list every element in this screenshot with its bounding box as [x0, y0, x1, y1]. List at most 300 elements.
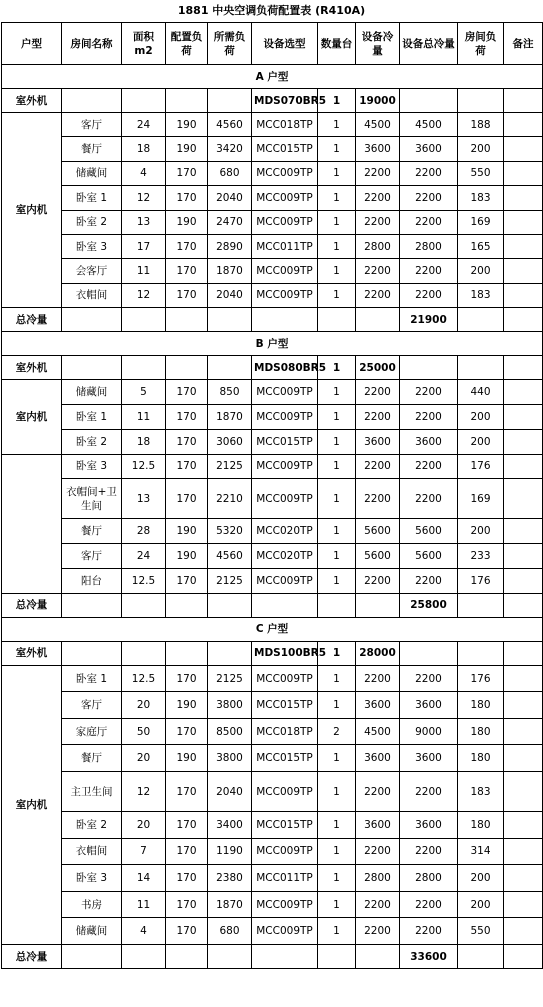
capacity-cell: 5600	[356, 544, 400, 569]
model-cell: MCC009TP	[252, 454, 318, 479]
empty-cell	[504, 356, 543, 380]
total-capacity-cell: 3600	[400, 745, 458, 772]
header-cell: 设备选型	[252, 23, 318, 65]
total-row	[2, 593, 543, 617]
need-load-cell: 1870	[208, 404, 252, 429]
capacity-cell: 3600	[356, 812, 400, 839]
remark-cell	[504, 865, 543, 892]
qty-cell: 1	[318, 692, 356, 719]
room-cell: 书房	[62, 891, 122, 918]
config-load-cell: 170	[166, 380, 208, 405]
total-capacity-cell: 2200	[400, 568, 458, 593]
empty-cell	[400, 356, 458, 380]
outdoor-model: MDS070BR5	[252, 89, 318, 113]
indoor-label: 室内机	[2, 380, 62, 454]
area-cell: 12.5	[122, 665, 166, 692]
room-load-cell: 200	[458, 404, 504, 429]
config-load-cell: 170	[166, 234, 208, 258]
table-row	[2, 918, 543, 945]
header-cell: 设备总冷量	[400, 23, 458, 65]
total-capacity-cell: 2200	[400, 918, 458, 945]
table-row	[2, 429, 543, 454]
room-cell: 卧室 1	[62, 186, 122, 210]
need-load-cell: 2125	[208, 568, 252, 593]
capacity-cell: 2200	[356, 283, 400, 307]
room-cell: 卧室 1	[62, 665, 122, 692]
config-load-cell: 170	[166, 259, 208, 283]
need-load-cell: 2890	[208, 234, 252, 258]
qty-cell: 1	[318, 665, 356, 692]
table-row	[2, 718, 543, 745]
total-label: 总冷量	[2, 308, 62, 332]
qty-cell: 1	[318, 429, 356, 454]
remark-cell	[504, 454, 543, 479]
qty-cell: 1	[318, 137, 356, 161]
total-capacity-cell: 2200	[400, 259, 458, 283]
area-cell: 18	[122, 429, 166, 454]
model-cell: MCC009TP	[252, 283, 318, 307]
remark-cell	[504, 812, 543, 839]
empty-cell	[166, 945, 208, 969]
empty-cell	[458, 89, 504, 113]
room-load-cell: 314	[458, 838, 504, 865]
header-cell: 房间名称	[62, 23, 122, 65]
remark-cell	[504, 838, 543, 865]
header-cell: 所需负荷	[208, 23, 252, 65]
need-load-cell: 4560	[208, 113, 252, 137]
empty-cell	[62, 593, 122, 617]
table-row	[2, 234, 543, 258]
room-load-cell: 176	[458, 454, 504, 479]
total-capacity-cell: 2200	[400, 380, 458, 405]
room-load-cell: 176	[458, 568, 504, 593]
room-cell: 会客厅	[62, 259, 122, 283]
room-cell: 家庭厅	[62, 718, 122, 745]
area-cell: 11	[122, 891, 166, 918]
model-cell: MCC009TP	[252, 259, 318, 283]
config-load-cell: 190	[166, 137, 208, 161]
outdoor-qty: 1	[318, 641, 356, 665]
area-cell: 7	[122, 838, 166, 865]
config-load-cell: 170	[166, 665, 208, 692]
table-row	[2, 772, 543, 812]
need-load-cell: 2380	[208, 865, 252, 892]
capacity-cell: 2200	[356, 891, 400, 918]
remark-cell	[504, 210, 543, 234]
model-cell: MCC009TP	[252, 210, 318, 234]
config-load-cell: 170	[166, 865, 208, 892]
qty-cell: 1	[318, 210, 356, 234]
area-cell: 12	[122, 772, 166, 812]
model-cell: MCC009TP	[252, 404, 318, 429]
config-load-cell: 170	[166, 838, 208, 865]
capacity-cell: 4500	[356, 718, 400, 745]
empty-cell	[458, 945, 504, 969]
empty-cell	[252, 945, 318, 969]
config-load-cell: 170	[166, 772, 208, 812]
empty-cell	[122, 641, 166, 665]
empty-cell	[208, 593, 252, 617]
table-row	[2, 891, 543, 918]
total-capacity-cell: 2200	[400, 210, 458, 234]
header-cell: 房间负荷	[458, 23, 504, 65]
model-cell: MCC015TP	[252, 812, 318, 839]
capacity-cell: 2200	[356, 210, 400, 234]
room-cell: 储藏间	[62, 918, 122, 945]
remark-cell	[504, 161, 543, 185]
remark-cell	[504, 259, 543, 283]
room-cell: 储藏间	[62, 380, 122, 405]
capacity-cell: 2200	[356, 918, 400, 945]
room-cell: 客厅	[62, 692, 122, 719]
config-load-cell: 170	[166, 404, 208, 429]
need-load-cell: 2125	[208, 665, 252, 692]
capacity-cell: 2800	[356, 865, 400, 892]
qty-cell: 1	[318, 404, 356, 429]
qty-cell: 1	[318, 812, 356, 839]
area-cell: 17	[122, 234, 166, 258]
table-row	[2, 161, 543, 185]
need-load-cell: 2210	[208, 479, 252, 519]
capacity-cell: 2200	[356, 186, 400, 210]
total-capacity-cell: 2200	[400, 161, 458, 185]
empty-cell	[356, 308, 400, 332]
table-row	[2, 692, 543, 719]
room-load-cell: 200	[458, 865, 504, 892]
remark-cell	[504, 718, 543, 745]
capacity-cell: 2200	[356, 568, 400, 593]
room-load-cell: 200	[458, 891, 504, 918]
total-capacity-cell: 2800	[400, 865, 458, 892]
empty-cell	[458, 593, 504, 617]
outdoor-capacity: 19000	[356, 89, 400, 113]
outdoor-qty: 1	[318, 89, 356, 113]
model-cell: MCC009TP	[252, 891, 318, 918]
outdoor-qty: 1	[318, 356, 356, 380]
remark-cell	[504, 404, 543, 429]
need-load-cell: 1870	[208, 259, 252, 283]
remark-cell	[504, 665, 543, 692]
remark-cell	[504, 568, 543, 593]
capacity-cell: 3600	[356, 429, 400, 454]
model-cell: MCC009TP	[252, 665, 318, 692]
total-capacity-cell: 2200	[400, 838, 458, 865]
capacity-cell: 2200	[356, 479, 400, 519]
qty-cell: 1	[318, 454, 356, 479]
area-cell: 28	[122, 519, 166, 544]
qty-cell: 1	[318, 380, 356, 405]
need-load-cell: 1190	[208, 838, 252, 865]
empty-cell	[504, 945, 543, 969]
need-load-cell: 2470	[208, 210, 252, 234]
empty-cell	[208, 89, 252, 113]
empty-cell	[62, 641, 122, 665]
qty-cell: 1	[318, 283, 356, 307]
empty-cell	[166, 89, 208, 113]
capacity-cell: 2200	[356, 772, 400, 812]
need-load-cell: 3800	[208, 745, 252, 772]
room-cell: 卧室 1	[62, 404, 122, 429]
indoor-label: 室内机	[2, 665, 62, 944]
model-cell: MCC009TP	[252, 772, 318, 812]
model-cell: MCC009TP	[252, 918, 318, 945]
area-cell: 4	[122, 918, 166, 945]
area-cell: 20	[122, 745, 166, 772]
area-cell: 4	[122, 161, 166, 185]
remark-cell	[504, 891, 543, 918]
room-cell: 储藏间	[62, 161, 122, 185]
room-load-cell: 165	[458, 234, 504, 258]
need-load-cell: 3420	[208, 137, 252, 161]
room-load-cell: 440	[458, 380, 504, 405]
table-row	[2, 210, 543, 234]
room-cell: 卧室 2	[62, 429, 122, 454]
config-load-cell: 170	[166, 891, 208, 918]
outdoor-capacity: 28000	[356, 641, 400, 665]
table-row	[2, 283, 543, 307]
empty-cell	[122, 593, 166, 617]
empty-cell	[208, 356, 252, 380]
config-load-cell: 170	[166, 812, 208, 839]
qty-cell: 1	[318, 838, 356, 865]
remark-cell	[504, 918, 543, 945]
qty-cell: 1	[318, 519, 356, 544]
need-load-cell: 680	[208, 161, 252, 185]
config-load-cell: 190	[166, 544, 208, 569]
outdoor-label: 室外机	[2, 356, 62, 380]
total-label: 总冷量	[2, 593, 62, 617]
total-capacity-cell: 3600	[400, 692, 458, 719]
model-cell: MCC018TP	[252, 113, 318, 137]
outdoor-label: 室外机	[2, 641, 62, 665]
qty-cell: 1	[318, 234, 356, 258]
empty-cell	[504, 89, 543, 113]
area-cell: 50	[122, 718, 166, 745]
remark-cell	[504, 429, 543, 454]
area-cell: 13	[122, 479, 166, 519]
config-load-cell: 190	[166, 745, 208, 772]
empty-cell	[208, 641, 252, 665]
room-load-cell: 176	[458, 665, 504, 692]
total-capacity: 21900	[400, 308, 458, 332]
room-load-cell: 180	[458, 718, 504, 745]
empty-cell	[400, 89, 458, 113]
header-cell: 数量台	[318, 23, 356, 65]
section-title-row	[2, 65, 543, 89]
remark-cell	[504, 234, 543, 258]
room-load-cell: 188	[458, 113, 504, 137]
empty-cell	[208, 945, 252, 969]
empty-cell	[252, 308, 318, 332]
section-title-row	[2, 617, 543, 641]
qty-cell: 2	[318, 718, 356, 745]
remark-cell	[504, 380, 543, 405]
qty-cell: 1	[318, 113, 356, 137]
empty-cell	[318, 593, 356, 617]
empty-cell	[122, 356, 166, 380]
capacity-cell: 5600	[356, 519, 400, 544]
outdoor-row	[2, 89, 543, 113]
empty-cell	[458, 308, 504, 332]
empty-cell	[504, 641, 543, 665]
room-cell: 卧室 3	[62, 454, 122, 479]
empty-cell	[62, 356, 122, 380]
room-cell: 卧室 3	[62, 234, 122, 258]
section-title: C 户型	[2, 617, 543, 641]
qty-cell: 1	[318, 186, 356, 210]
area-cell: 13	[122, 210, 166, 234]
room-load-cell: 550	[458, 918, 504, 945]
area-cell: 20	[122, 812, 166, 839]
empty-cell	[62, 308, 122, 332]
room-load-cell: 200	[458, 259, 504, 283]
empty-cell	[400, 641, 458, 665]
section-title-row	[2, 332, 543, 356]
room-load-cell: 180	[458, 812, 504, 839]
remark-cell	[504, 479, 543, 519]
table-row	[2, 544, 543, 569]
empty-cell	[252, 593, 318, 617]
qty-cell: 1	[318, 745, 356, 772]
need-load-cell: 1870	[208, 891, 252, 918]
header-cell: 备注	[504, 23, 543, 65]
config-load-cell: 170	[166, 283, 208, 307]
total-capacity: 33600	[400, 945, 458, 969]
need-load-cell: 2125	[208, 454, 252, 479]
area-cell: 20	[122, 692, 166, 719]
empty-cell	[504, 593, 543, 617]
model-cell: MCC009TP	[252, 568, 318, 593]
config-load-cell: 170	[166, 568, 208, 593]
total-capacity-cell: 2200	[400, 404, 458, 429]
empty-cell	[458, 641, 504, 665]
model-cell: MCC009TP	[252, 479, 318, 519]
area-cell: 24	[122, 544, 166, 569]
capacity-cell: 2800	[356, 234, 400, 258]
header-cell: 户型	[2, 23, 62, 65]
room-cell: 卧室 2	[62, 812, 122, 839]
total-capacity-cell: 2200	[400, 891, 458, 918]
room-load-cell: 169	[458, 479, 504, 519]
need-load-cell: 2040	[208, 283, 252, 307]
need-load-cell: 2040	[208, 772, 252, 812]
room-cell: 客厅	[62, 113, 122, 137]
total-capacity-cell: 2200	[400, 186, 458, 210]
total-capacity: 25800	[400, 593, 458, 617]
config-load-cell: 190	[166, 113, 208, 137]
room-cell: 客厅	[62, 544, 122, 569]
indoor-label	[2, 454, 62, 593]
capacity-cell: 2200	[356, 665, 400, 692]
config-load-cell: 170	[166, 479, 208, 519]
empty-cell	[122, 89, 166, 113]
model-cell: MCC015TP	[252, 429, 318, 454]
total-capacity-cell: 5600	[400, 519, 458, 544]
need-load-cell: 5320	[208, 519, 252, 544]
outdoor-row	[2, 641, 543, 665]
qty-cell: 1	[318, 865, 356, 892]
area-cell: 12.5	[122, 454, 166, 479]
empty-cell	[208, 308, 252, 332]
table-row	[2, 380, 543, 405]
model-cell: MCC018TP	[252, 718, 318, 745]
room-load-cell: 200	[458, 137, 504, 161]
empty-cell	[166, 641, 208, 665]
outdoor-capacity: 25000	[356, 356, 400, 380]
qty-cell: 1	[318, 918, 356, 945]
total-capacity-cell: 3600	[400, 137, 458, 161]
empty-cell	[166, 593, 208, 617]
area-cell: 24	[122, 113, 166, 137]
config-load-cell: 170	[166, 161, 208, 185]
model-cell: MCC009TP	[252, 380, 318, 405]
capacity-cell: 3600	[356, 137, 400, 161]
load-config-table	[1, 22, 543, 969]
room-cell: 阳台	[62, 568, 122, 593]
table-row	[2, 137, 543, 161]
capacity-cell: 4500	[356, 113, 400, 137]
area-cell: 12	[122, 186, 166, 210]
remark-cell	[504, 519, 543, 544]
table-title: 1881 中央空调负荷配置表 (R410A)	[177, 4, 366, 17]
total-row	[2, 945, 543, 969]
table-row	[2, 568, 543, 593]
table-row	[2, 812, 543, 839]
capacity-cell: 2200	[356, 454, 400, 479]
remark-cell	[504, 283, 543, 307]
model-cell: MCC015TP	[252, 692, 318, 719]
total-capacity-cell: 4500	[400, 113, 458, 137]
capacity-cell: 2200	[356, 259, 400, 283]
area-cell: 12	[122, 283, 166, 307]
need-load-cell: 850	[208, 380, 252, 405]
table-row	[2, 404, 543, 429]
need-load-cell: 2040	[208, 186, 252, 210]
table-row	[2, 113, 543, 137]
room-load-cell: 550	[458, 161, 504, 185]
room-cell: 衣帽间+卫生间	[62, 479, 122, 519]
empty-cell	[122, 945, 166, 969]
area-cell: 12.5	[122, 568, 166, 593]
header-cell: 面积m2	[122, 23, 166, 65]
model-cell: MCC011TP	[252, 234, 318, 258]
model-cell: MCC011TP	[252, 865, 318, 892]
table-row	[2, 454, 543, 479]
total-capacity-cell: 2800	[400, 234, 458, 258]
model-cell: MCC015TP	[252, 137, 318, 161]
qty-cell: 1	[318, 568, 356, 593]
total-capacity-cell: 2200	[400, 283, 458, 307]
empty-cell	[318, 308, 356, 332]
need-load-cell: 3060	[208, 429, 252, 454]
header-cell: 配置负荷	[166, 23, 208, 65]
table-row	[2, 519, 543, 544]
model-cell: MCC020TP	[252, 544, 318, 569]
area-cell: 14	[122, 865, 166, 892]
room-load-cell: 180	[458, 692, 504, 719]
table-body	[2, 23, 543, 969]
capacity-cell: 3600	[356, 692, 400, 719]
remark-cell	[504, 544, 543, 569]
room-cell: 餐厅	[62, 745, 122, 772]
config-load-cell: 170	[166, 429, 208, 454]
total-capacity-cell: 2200	[400, 479, 458, 519]
room-load-cell: 183	[458, 283, 504, 307]
need-load-cell: 8500	[208, 718, 252, 745]
table-row	[2, 259, 543, 283]
header-cell: 设备冷量	[356, 23, 400, 65]
empty-cell	[166, 308, 208, 332]
